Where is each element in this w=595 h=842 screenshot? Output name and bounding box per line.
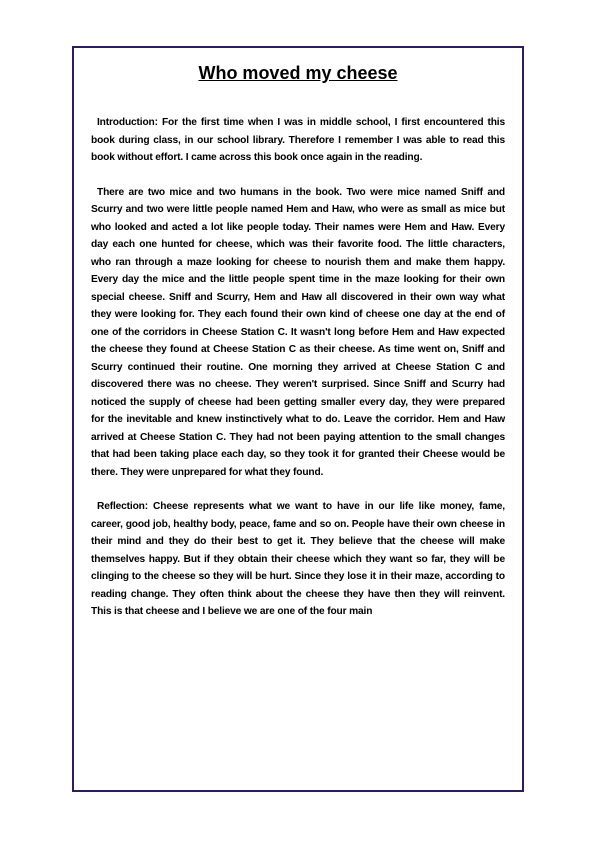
paragraph-reflection [91,498,505,621]
document-body [91,114,505,638]
document-title: Who moved my cheese [198,63,398,83]
paragraph-text: Cheese represents what we want to have in our life like money, fame, career, good job, healthy body, peace, fame and so on. People have their own cheese in their mind and they do their best to get it. They believe that the cheese will make themselves happy. But if they obtain their cheese which they want so far, they will be clinging to the cheese so they will be hurt. Since they lose it in their maze, according to reading change. They often think about the cheese they have then they will reinvent. This is that cheese and I believe we are one of the four main [91,501,505,617]
paragraph-lead: Introduction: [97,117,158,128]
paragraph-lead: Reflection: [97,501,148,512]
page-border [72,46,524,792]
paragraph-introduction [91,114,505,167]
paragraph-text: For the first time when I was in middle school, I first encountered this book during class, in our school library. Therefore I remember I was able to read this book without effort. I came across this book once again in the reading. [91,117,505,163]
paragraph-text: There are two mice and two humans in the book. Two were mice named Sniff and Scurry and two were little people named Hem and Haw, who were as small as mice but who looked and acted a lot like people today. Their names were Hem and Haw. Every day each one hunted for cheese, which was their favorite food. The little characters, who ran through a maze looking for cheese to nourish them and make them happy. Every day the mice and the little people spent time in the maze looking for their own special cheese. Sniff and Scurry, Hem and Haw all discovered in their own way what they were looking for. They each found their own kind of cheese one day at the end of one of the corridors in Cheese Station C. It wasn't long before Hem and Haw expected the cheese they found at Cheese Station C as their cheese. As time went on, Sniff and Scurry continued their routine. One morning they arrived at Cheese Station C and discovered there was no cheese. They weren't surprised. Since Sniff and Scurry had noticed the supply of cheese had been getting smaller every day, they were prepared for the inevitable and knew instinctively what to do. Leave the corridor. Hem and Haw arrived at Cheese Station C. They had not been paying attention to the small changes that had been taking place each day, so they took it for granted their Cheese would be there. They were unprepared for what they found. [91,186,505,478]
paragraph-story [91,184,505,482]
